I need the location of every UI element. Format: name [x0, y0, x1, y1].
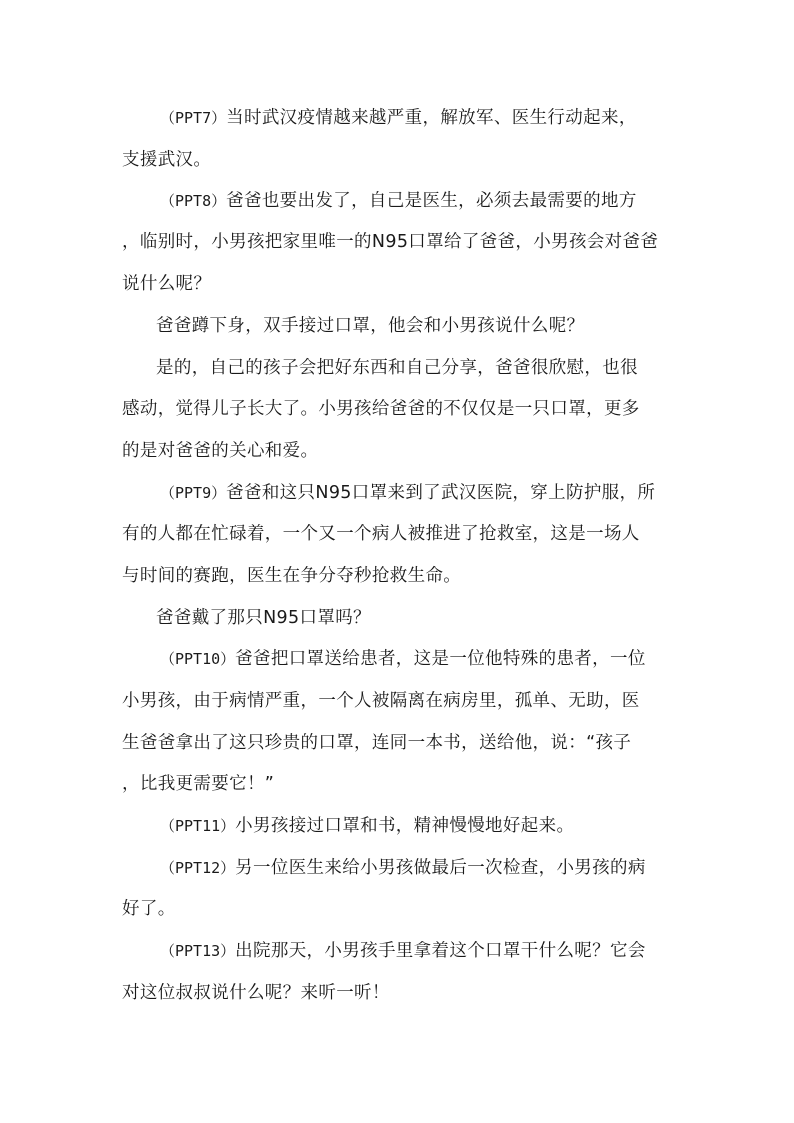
line-text: 爸爸蹲下身，双手接过口罩，他会和小男孩说什么呢？	[156, 316, 585, 336]
line-text: 的是对爸爸的关心和爱。	[122, 441, 319, 461]
line-text: 爸爸也要出发了，自己是医生，必须去最需要的地方	[226, 191, 637, 211]
line-text: 生爸爸拿出了这只珍贵的口罩，连同一本书，送给他，说：“孩子	[122, 733, 632, 753]
text-line	[122, 565, 461, 587]
slide-ref: （PPT10）	[160, 650, 236, 668]
slide-ref: （PPT13）	[160, 942, 236, 960]
text-line	[122, 523, 640, 545]
slide-ref: （PPT7）	[160, 109, 227, 127]
line-text: 小男孩，由于病情严重，一个人被隔离在病房里，孤单、无助，医	[122, 691, 640, 711]
line-text: 爸爸戴了那只N95口罩吗？	[156, 608, 371, 628]
text-line	[122, 398, 640, 420]
text-line	[122, 440, 318, 462]
text-line	[160, 857, 646, 879]
line-text: 是的，自己的孩子会把好东西和自己分享，爸爸很欣慰，也很	[156, 358, 638, 378]
line-text: 说什么呢？	[122, 274, 212, 294]
line-text: 爸爸和这只N95口罩来到了武汉医院，穿上防护服，所	[226, 483, 656, 503]
text-line	[156, 607, 371, 629]
text-line	[160, 190, 637, 212]
line-text: 小男孩接过口罩和书，精神慢慢地好起来。	[235, 816, 575, 836]
text-line	[160, 815, 574, 837]
slide-ref: （PPT9）	[160, 484, 227, 502]
line-text: 当时武汉疫情越来越严重，解放军、医生行动起来，	[226, 108, 637, 128]
text-line	[122, 149, 211, 171]
line-text: 与时间的赛跑，医生在争分夺秒抢救生命。	[122, 566, 462, 586]
line-text: 出院那天，小男孩手里拿着这个口罩干什么呢？它会	[235, 941, 646, 961]
line-text: ，比我更需要它！”	[122, 774, 275, 794]
text-line	[156, 315, 584, 337]
text-line	[160, 107, 637, 129]
line-text: 另一位医生来给小男孩做最后一次检查，小男孩的病	[235, 858, 646, 878]
text-line	[160, 940, 646, 962]
text-line	[122, 273, 211, 295]
text-line	[122, 982, 390, 1004]
text-line	[122, 690, 640, 712]
text-line	[156, 357, 638, 379]
line-text: ，临别时，小男孩把家里唯一的N95口罩给了爸爸，小男孩会对爸爸	[122, 232, 659, 252]
text-line	[160, 482, 655, 504]
line-text: 有的人都在忙碌着，一个又一个病人被推进了抢救室，这是一场人	[122, 524, 640, 544]
line-text: 爸爸把口罩送给患者，这是一位他特殊的患者，一位	[235, 649, 646, 669]
slide-ref: （PPT12）	[160, 859, 236, 877]
slide-ref: （PPT8）	[160, 192, 227, 210]
slide-ref: （PPT11）	[160, 817, 236, 835]
text-line	[160, 648, 646, 670]
line-text: 感动，觉得儿子长大了。小男孩给爸爸的不仅仅是一只口罩，更多	[122, 399, 640, 419]
line-text: 好了。	[122, 899, 176, 919]
text-line	[122, 732, 631, 754]
text-line	[122, 898, 176, 920]
text-line	[122, 231, 658, 253]
text-line	[122, 773, 274, 795]
line-text: 对这位叔叔说什么呢？来听一听！	[122, 983, 390, 1003]
line-text: 支援武汉。	[122, 150, 212, 170]
